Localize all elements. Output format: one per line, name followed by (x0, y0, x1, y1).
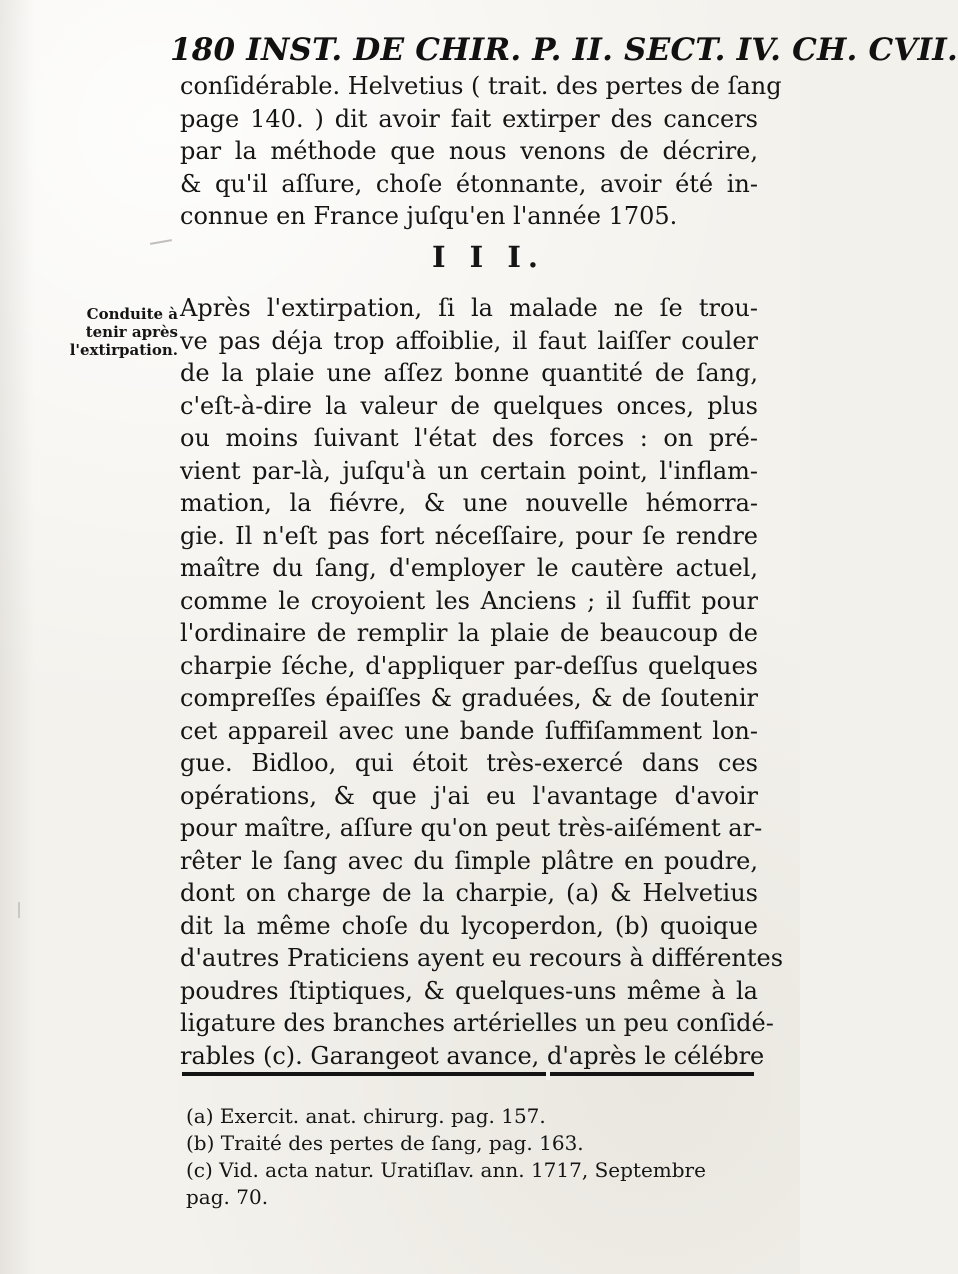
text-line: gue. Bidloo, qui étoit très-exercé dans ces (180, 749, 758, 777)
text-line: dont on charge de la charpie, (a) & Helvetius (180, 879, 758, 907)
text-line: rêter le ſang avec du ſimple plâtre en poudre, (180, 846, 758, 875)
text-line: Après l'extirpation, ſi la malade ne ſe trou- (180, 294, 758, 322)
text-line: maître du ſang, d'employer le cautère actuel, (180, 554, 758, 582)
text-line: compreſſes épaiſſes & graduées, & de ſoutenir (180, 684, 758, 712)
text-line: conſidérable. Helvetius ( trait. des pertes de ſang (180, 72, 782, 100)
footnote-a: (a) Exercit. anat. chirurg. pag. 157. (186, 1104, 546, 1128)
intro-paragraph (180, 70, 782, 233)
text-line: charpie ſéche, d'appliquer par-deſſus quelques (180, 651, 758, 680)
text-line: & qu'il aſſure, choſe étonnante, avoir été in- (180, 169, 758, 198)
print-mark (18, 902, 20, 918)
text-line: gie. Il n'eſt pas fort néceſſaire, pour ſe rendre (180, 521, 758, 550)
footnote-b: (b) Traité des pertes de ſang, pag. 163. (186, 1131, 584, 1155)
text-line: l'ordinaire de remplir la plaie de beaucoup de (180, 619, 758, 647)
running-header: 180 INST. DE CHIR. P. II. SECT. IV. CH. CVII. (170, 32, 958, 68)
footnote-rule-break (546, 1070, 550, 1080)
text-line: poudres ſtiptiques, & quelques-uns même à la (180, 976, 758, 1005)
text-line: vient par-là, juſqu'à un certain point, l'inflam- (180, 456, 758, 485)
print-mark (150, 239, 172, 245)
margin-note: Conduite à tenir après l'extirpation. (69, 305, 178, 359)
footnote-c: (c) Vid. acta natur. Uratiſlav. ann. 1717, Septembre (186, 1158, 706, 1182)
footnote-rule (182, 1072, 754, 1076)
footnote-c-continuation: pag. 70. (186, 1185, 269, 1209)
text-line: cet appareil avec une bande ſuffiſamment lon- (180, 716, 758, 745)
text-line: ou moins ſuivant l'état des forces : on pré- (180, 424, 758, 452)
footnotes (186, 1103, 766, 1211)
text-line: rables (c). Garangeot avance, d'après le célébre (180, 1041, 765, 1070)
text-line: d'autres Praticiens ayent eu recours à différentes (180, 944, 784, 972)
section-number: I I I. (432, 240, 545, 274)
text-line: comme le croyoient les Anciens ; il ſuffit pour (180, 586, 758, 615)
main-paragraph (180, 292, 784, 1072)
text-line: par la méthode que nous venons de décrire, (180, 137, 758, 165)
text-line: pour maître, aſſure qu'on peut très-aiſément ar- (180, 814, 763, 842)
page-gutter-shadow (0, 0, 34, 1274)
text-line: dit la même choſe du lycoperdon, (b) quoique (180, 911, 758, 940)
text-line: page 140. ) dit avoir fait extirper des cancers (180, 104, 758, 133)
text-line: opérations, & que j'ai eu l'avantage d'avoir (180, 781, 758, 810)
text-line: mation, la fiévre, & une nouvelle hémorra- (180, 489, 758, 517)
text-line: de la plaie une aſſez bonne quantité de ſang, (180, 359, 758, 387)
text-line: c'eſt-à-dire la valeur de quelques onces, plus (180, 391, 758, 420)
text-line: ve pas déja trop affoiblie, il faut laiſſer couler (180, 326, 758, 355)
text-line: ligature des branches artérielles un peu conſidé- (180, 1009, 774, 1037)
text-line: connue en France juſqu'en l'année 1705. (180, 202, 678, 230)
